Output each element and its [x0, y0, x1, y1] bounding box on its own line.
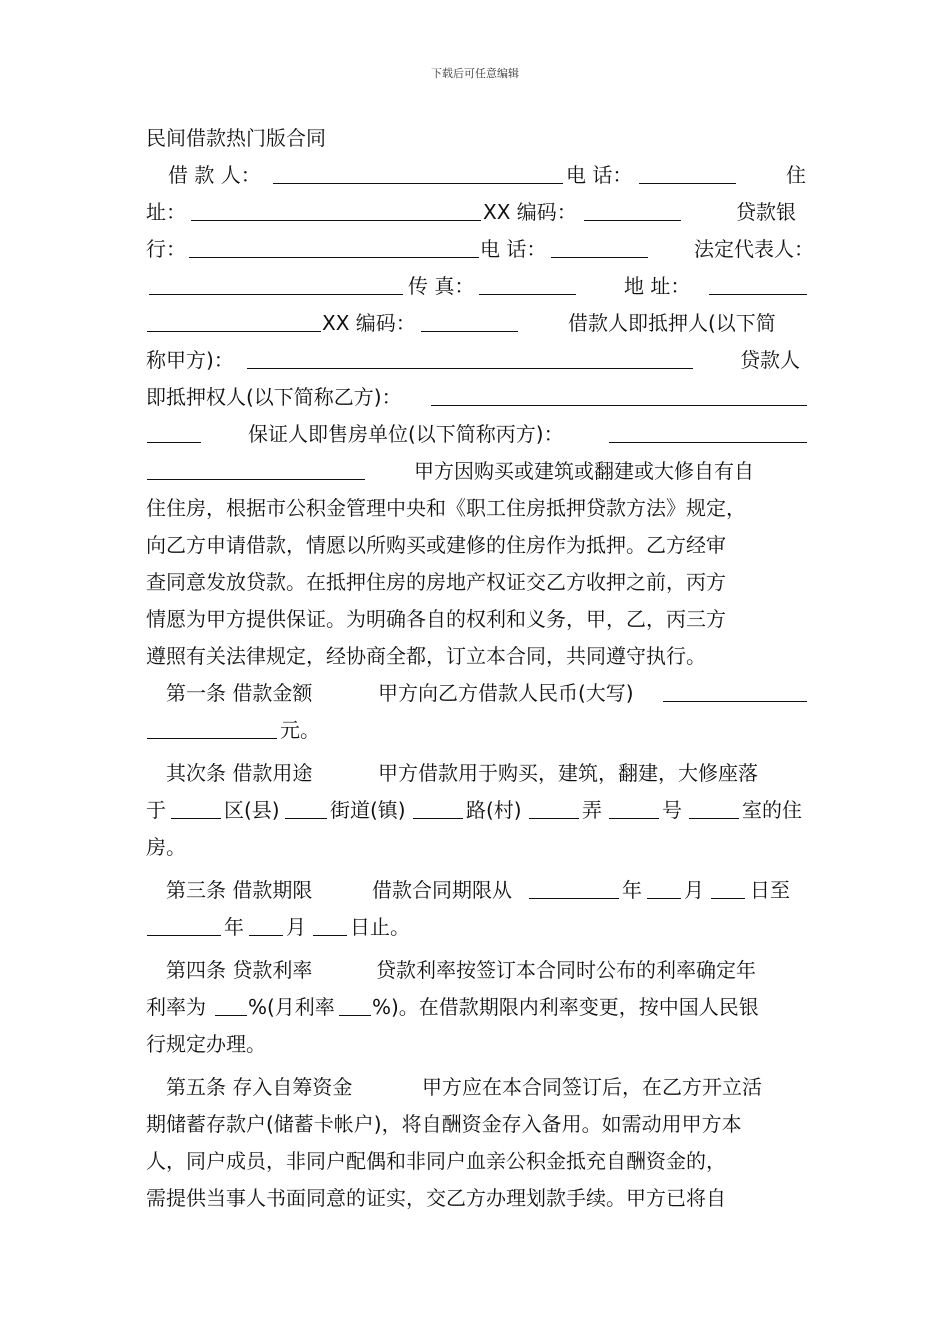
- line-article-2: [146, 755, 808, 792]
- label-road: 路(村): [466, 798, 522, 822]
- label-rate: 利率为: [146, 995, 206, 1019]
- article-4-cont: %)。在借款期限内利率变更，按中国人民银: [372, 995, 759, 1019]
- para-intro-5: 情愿为甲方提供保证。为明确各自的权利和义务，甲，乙，丙三方: [146, 607, 726, 631]
- blank-number[interactable]: [609, 792, 659, 819]
- para-intro-3: 向乙方申请借款，情愿以所购买或建修的住房作为抵押。乙方经审: [146, 533, 726, 557]
- label-lender-start: 贷款人: [740, 348, 800, 372]
- label-party-c: 保证人即售房单位(以下简称丙方)：: [248, 422, 564, 446]
- article-2-title: 其次条 借款用途: [166, 761, 313, 785]
- label-day-to: 日至: [750, 878, 790, 902]
- article-3-title: 第三条 借款期限: [166, 878, 313, 902]
- label-day-end: 日止。: [350, 915, 410, 939]
- label-fax: 传 真：: [408, 274, 475, 298]
- label-monthly-rate: %(月利率: [248, 995, 335, 1019]
- article-4-text: 贷款利率按签订本合同时公布的利率确定年: [376, 958, 756, 982]
- label-bank-end: 行：: [146, 237, 186, 261]
- label-borrower: 借 款 人：: [168, 163, 261, 187]
- label-year-2: 年: [224, 915, 244, 939]
- label-year-1: 年: [622, 878, 642, 902]
- article-2-end: 房。: [146, 835, 186, 859]
- label-phone-1: 电 话：: [566, 163, 633, 187]
- article-5-title: 第五条 存入自筹资金: [166, 1075, 353, 1099]
- article-5-line-3: 人，同户成员，非同户配偶和非同户血亲公积金抵充自酬资金的，: [146, 1149, 726, 1173]
- article-1-unit: 元。: [280, 718, 320, 742]
- blank-party-c-1[interactable]: [609, 416, 807, 443]
- label-month-1: 月: [684, 878, 704, 902]
- label-postcode-2: XX 编码：: [322, 311, 416, 335]
- blank-fax[interactable]: [479, 268, 576, 295]
- line-party-c: [146, 416, 808, 453]
- article-1-text: 甲方向乙方借款人民币(大写): [378, 681, 634, 705]
- blank-amount-2[interactable]: [147, 712, 277, 739]
- blank-end-day[interactable]: [313, 909, 347, 936]
- blank-postcode-2[interactable]: [421, 305, 518, 332]
- blank-start-year[interactable]: [529, 872, 619, 899]
- label-party-b: 即抵押权人(以下简称乙方)：: [146, 385, 402, 409]
- line-article-5: [146, 1069, 808, 1106]
- blank-address-2[interactable]: [709, 268, 807, 295]
- blank-phone-1[interactable]: [639, 157, 736, 184]
- label-at: 于: [146, 798, 166, 822]
- line-article-3: [146, 872, 808, 909]
- article-4-end: 行规定办理。: [146, 1032, 266, 1056]
- line-article-4: [146, 952, 808, 989]
- line-bank: [146, 231, 814, 268]
- doc-title: 民间借款热门版合同: [146, 126, 326, 150]
- blank-amount-1[interactable]: [663, 675, 807, 702]
- line-postcode-2: [146, 305, 808, 342]
- line-address: [146, 194, 808, 231]
- blank-party-c-2[interactable]: [147, 453, 365, 480]
- para-intro-2: 住住房，根据市公积金管理中央和《职工住房抵押贷款方法》规定，: [146, 496, 746, 520]
- blank-borrower[interactable]: [273, 157, 563, 184]
- blank-bank[interactable]: [189, 231, 479, 258]
- article-4-title: 第四条 贷款利率: [166, 958, 313, 982]
- label-party-a-end: 称甲方)：: [146, 348, 234, 372]
- header-note: 下载后可任意编辑: [431, 67, 519, 80]
- label-legal-rep: 法定代表人：: [694, 237, 814, 261]
- label-phone-2: 电 话：: [480, 237, 547, 261]
- label-street: 街道(镇): [330, 798, 406, 822]
- line-para-1: [146, 453, 808, 490]
- label-address-start: 住: [786, 163, 806, 187]
- article-1-title: 第一条 借款金额: [166, 681, 313, 705]
- blank-legal-rep[interactable]: [149, 268, 403, 295]
- label-party-a-start: 借款人即抵押人(以下简: [568, 311, 776, 335]
- para-intro-1: 甲方因购买或建筑或翻建或大修自有自: [414, 459, 754, 483]
- para-intro-6: 遵照有关法律规定，经协商全都，订立本合同，共同遵守执行。: [146, 644, 706, 668]
- label-bank-start: 贷款银: [736, 200, 796, 224]
- line-fax: [146, 268, 808, 305]
- label-address-end: 址：: [146, 200, 186, 224]
- blank-street[interactable]: [285, 792, 327, 819]
- blank-annual-rate[interactable]: [215, 989, 247, 1016]
- line-party-b: [146, 379, 808, 416]
- label-address-2: 地 址：: [624, 274, 691, 298]
- blank-end-year[interactable]: [147, 909, 221, 936]
- blank-postcode-1[interactable]: [584, 194, 681, 221]
- blank-end-month[interactable]: [249, 909, 283, 936]
- article-5-line-4: 需提供当事人书面同意的证实，交乙方办理划款手续。甲方已将自: [146, 1186, 726, 1210]
- line-party-a: [146, 342, 808, 379]
- blank-address-3[interactable]: [147, 305, 321, 332]
- para-intro-4: 查同意发放贷款。在抵押住房的房地产权证交乙方收押之前，丙方: [146, 570, 726, 594]
- line-borrower: [146, 157, 808, 194]
- line-article-1: [146, 675, 808, 712]
- blank-address-1[interactable]: [191, 194, 481, 221]
- blank-party-b-1[interactable]: [431, 379, 807, 406]
- blank-road[interactable]: [413, 792, 463, 819]
- line-article-3b: [146, 909, 808, 946]
- article-3-text: 借款合同期限从: [372, 878, 512, 902]
- label-postcode-1: XX 编码：: [483, 200, 577, 224]
- blank-monthly-rate[interactable]: [339, 989, 371, 1016]
- line-article-1b: [146, 712, 808, 749]
- label-number: 号: [662, 798, 682, 822]
- blank-room[interactable]: [689, 792, 739, 819]
- label-district: 区(县): [224, 798, 280, 822]
- label-room: 室的住: [742, 798, 802, 822]
- blank-lane[interactable]: [529, 792, 579, 819]
- article-5-line-2: 期储蓄存款户(储蓄卡帐户)，将自酬资金存入备用。如需动用甲方本: [146, 1112, 742, 1136]
- blank-party-a[interactable]: [247, 342, 693, 369]
- blank-phone-2[interactable]: [551, 231, 648, 258]
- line-article-2b: [146, 792, 808, 829]
- document-body: [146, 120, 814, 1217]
- article-5-text: 甲方应在本合同签订后，在乙方开立活: [422, 1075, 762, 1099]
- blank-district[interactable]: [171, 792, 221, 819]
- blank-start-month[interactable]: [647, 872, 681, 899]
- blank-party-b-2[interactable]: [147, 416, 201, 443]
- label-lane: 弄: [582, 798, 602, 822]
- line-article-4b: [146, 989, 808, 1026]
- blank-start-day[interactable]: [711, 872, 745, 899]
- article-2-text: 甲方借款用于购买，建筑，翻建，大修座落: [378, 761, 758, 785]
- label-month-2: 月: [286, 915, 306, 939]
